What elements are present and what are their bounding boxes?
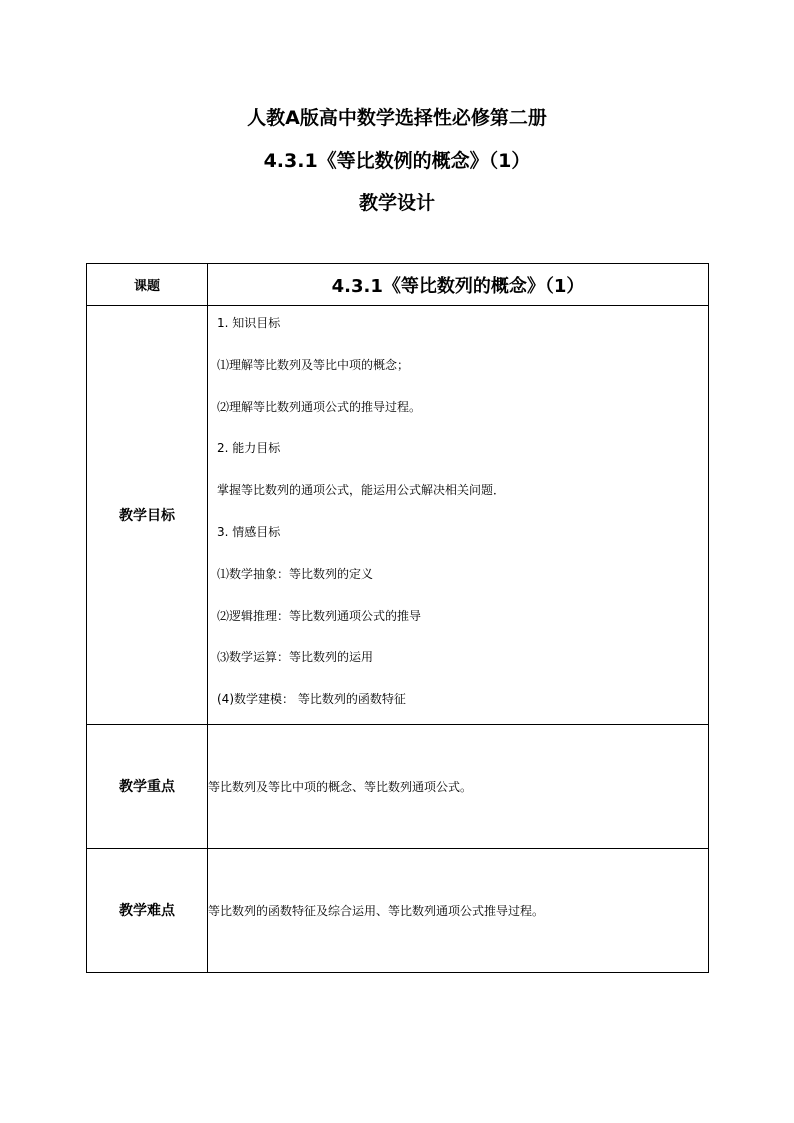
goal-item: ⑵理解等比数列通项公式的推导过程。 [217, 399, 422, 414]
goal-item: ⑴理解等比数列及等比中项的概念； [217, 357, 410, 372]
goal-item: ⑶数学运算：等比数列的运用 [217, 650, 374, 665]
goal-item: ⑵逻辑推理：等比数列通项公式的推导 [217, 608, 422, 623]
goals-list [208, 306, 709, 725]
document-title-line1: 人教A版高中数学选择性必修第二册 [247, 107, 547, 129]
topic-row [87, 264, 709, 306]
goal-item: (4)数学建模： 等比数列的函数特征 [217, 692, 406, 707]
key-points-row [87, 724, 709, 848]
goal-item: 1. 知识目标 [217, 316, 281, 330]
topic-label: 课题 [87, 264, 208, 306]
goal-item: ⑴数学抽象：等比数列的定义 [217, 566, 374, 581]
goals-label: 教学目标 [87, 306, 208, 725]
key-points-label: 教学重点 [87, 724, 208, 848]
lesson-plan-table [86, 263, 709, 973]
key-points-value: 等比数列及等比中项的概念、等比数列通项公式。 [208, 724, 709, 848]
document-title-line3: 教学设计 [358, 192, 435, 214]
difficulty-value: 等比数列的函数特征及综合运用、等比数列通项公式推导过程。 [208, 848, 709, 972]
difficulty-row [87, 848, 709, 972]
goals-row [87, 306, 709, 725]
topic-value: 4.3.1《等比数列的概念》（1） [208, 264, 709, 306]
goal-item: 掌握等比数列的通项公式，能运用公式解决相关问题． [217, 483, 506, 498]
goal-item: 2. 能力目标 [217, 441, 281, 456]
document-title-line2: 4.3.1《等比数例的概念》（1） [263, 150, 531, 172]
difficulty-label: 教学难点 [87, 848, 208, 972]
goal-item: 3. 情感目标 [217, 524, 281, 539]
